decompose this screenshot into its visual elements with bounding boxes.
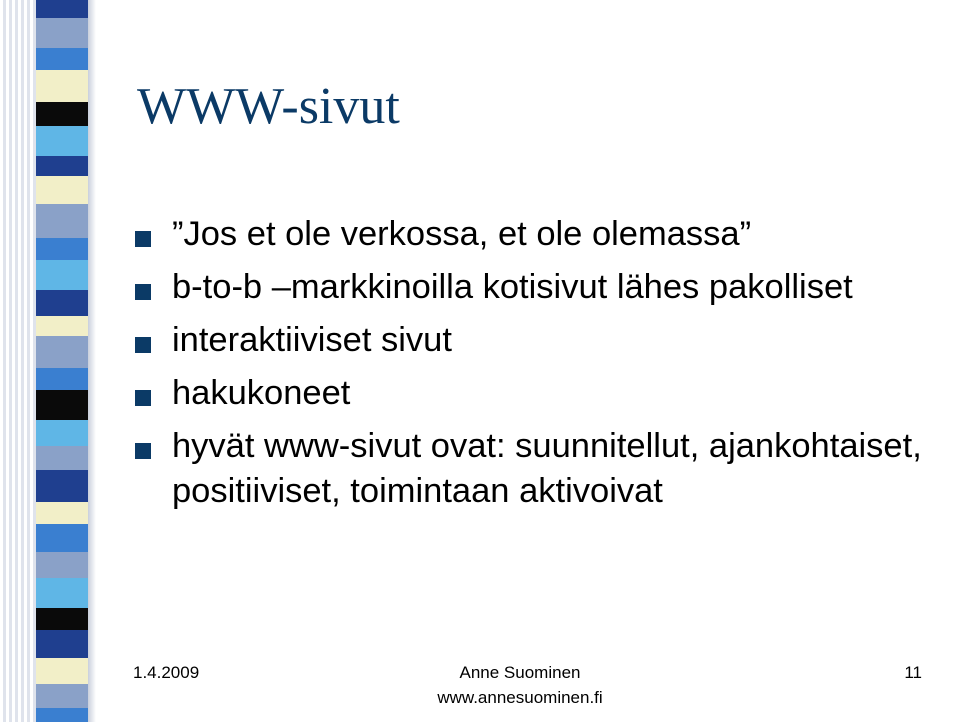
bullet-square-icon (135, 231, 151, 247)
decorative-color-block (36, 578, 88, 608)
page-number: 11 (904, 663, 922, 682)
decorative-color-block (36, 502, 88, 524)
decorative-color-block (36, 446, 88, 470)
footer-date: 1.4.2009 (133, 663, 200, 682)
decorative-color-block (36, 0, 88, 18)
decorative-color-block (36, 48, 88, 70)
decorative-color-block (36, 238, 88, 260)
decorative-color-block (36, 524, 88, 552)
decorative-color-block (36, 708, 88, 722)
bullet-text: b-to-b –markkinoilla kotisivut lähes pakolliset (172, 268, 853, 306)
bullet-text: hakukoneet (172, 374, 351, 412)
decorative-color-block (36, 260, 88, 290)
decorative-color-block (36, 336, 88, 368)
decorative-color-block (36, 102, 88, 126)
decorative-color-block (36, 552, 88, 578)
decorative-color-block (36, 390, 88, 420)
bullet-item (133, 318, 933, 363)
bullet-text: hyvät www-sivut ovat: suunnitellut, ajankohtaiset, positiiviset, toimintaan aktivoivat (172, 427, 922, 510)
decorative-color-block (36, 684, 88, 708)
slide-title: WWW-sivut (137, 78, 400, 135)
decorative-color-block (36, 470, 88, 502)
bullet-list (133, 212, 933, 522)
decorative-color-block (36, 204, 88, 238)
footer-website: www.annesuominen.fi (437, 688, 603, 707)
bullet-item (133, 265, 933, 310)
decorative-color-block (36, 176, 88, 204)
decorative-color-block (36, 608, 88, 630)
footer-author: Anne Suominen (459, 663, 581, 682)
bullet-text: interaktiiviset sivut (172, 321, 452, 359)
bullet-item (133, 371, 933, 416)
decorative-color-block (36, 658, 88, 684)
decorative-color-block (36, 290, 88, 316)
bullet-square-icon (135, 337, 151, 353)
decorative-color-block (36, 156, 88, 176)
bullet-square-icon (135, 443, 151, 459)
decorative-color-block (36, 630, 88, 658)
bullet-item (133, 424, 933, 514)
strip-edge-shadow (88, 0, 96, 722)
decorative-color-block (36, 420, 88, 446)
bullet-square-icon (135, 284, 151, 300)
decorative-color-blocks (36, 0, 88, 722)
decorative-color-block (36, 316, 88, 336)
bullet-square-icon (135, 390, 151, 406)
bullet-item (133, 212, 933, 257)
bullet-text: ”Jos et ole verkossa, et ole olemassa” (172, 215, 752, 253)
decorative-color-block (36, 126, 88, 156)
footer-author-block (410, 660, 630, 710)
decorative-color-block (36, 368, 88, 390)
decorative-color-block (36, 70, 88, 102)
decorative-color-block (36, 18, 88, 48)
